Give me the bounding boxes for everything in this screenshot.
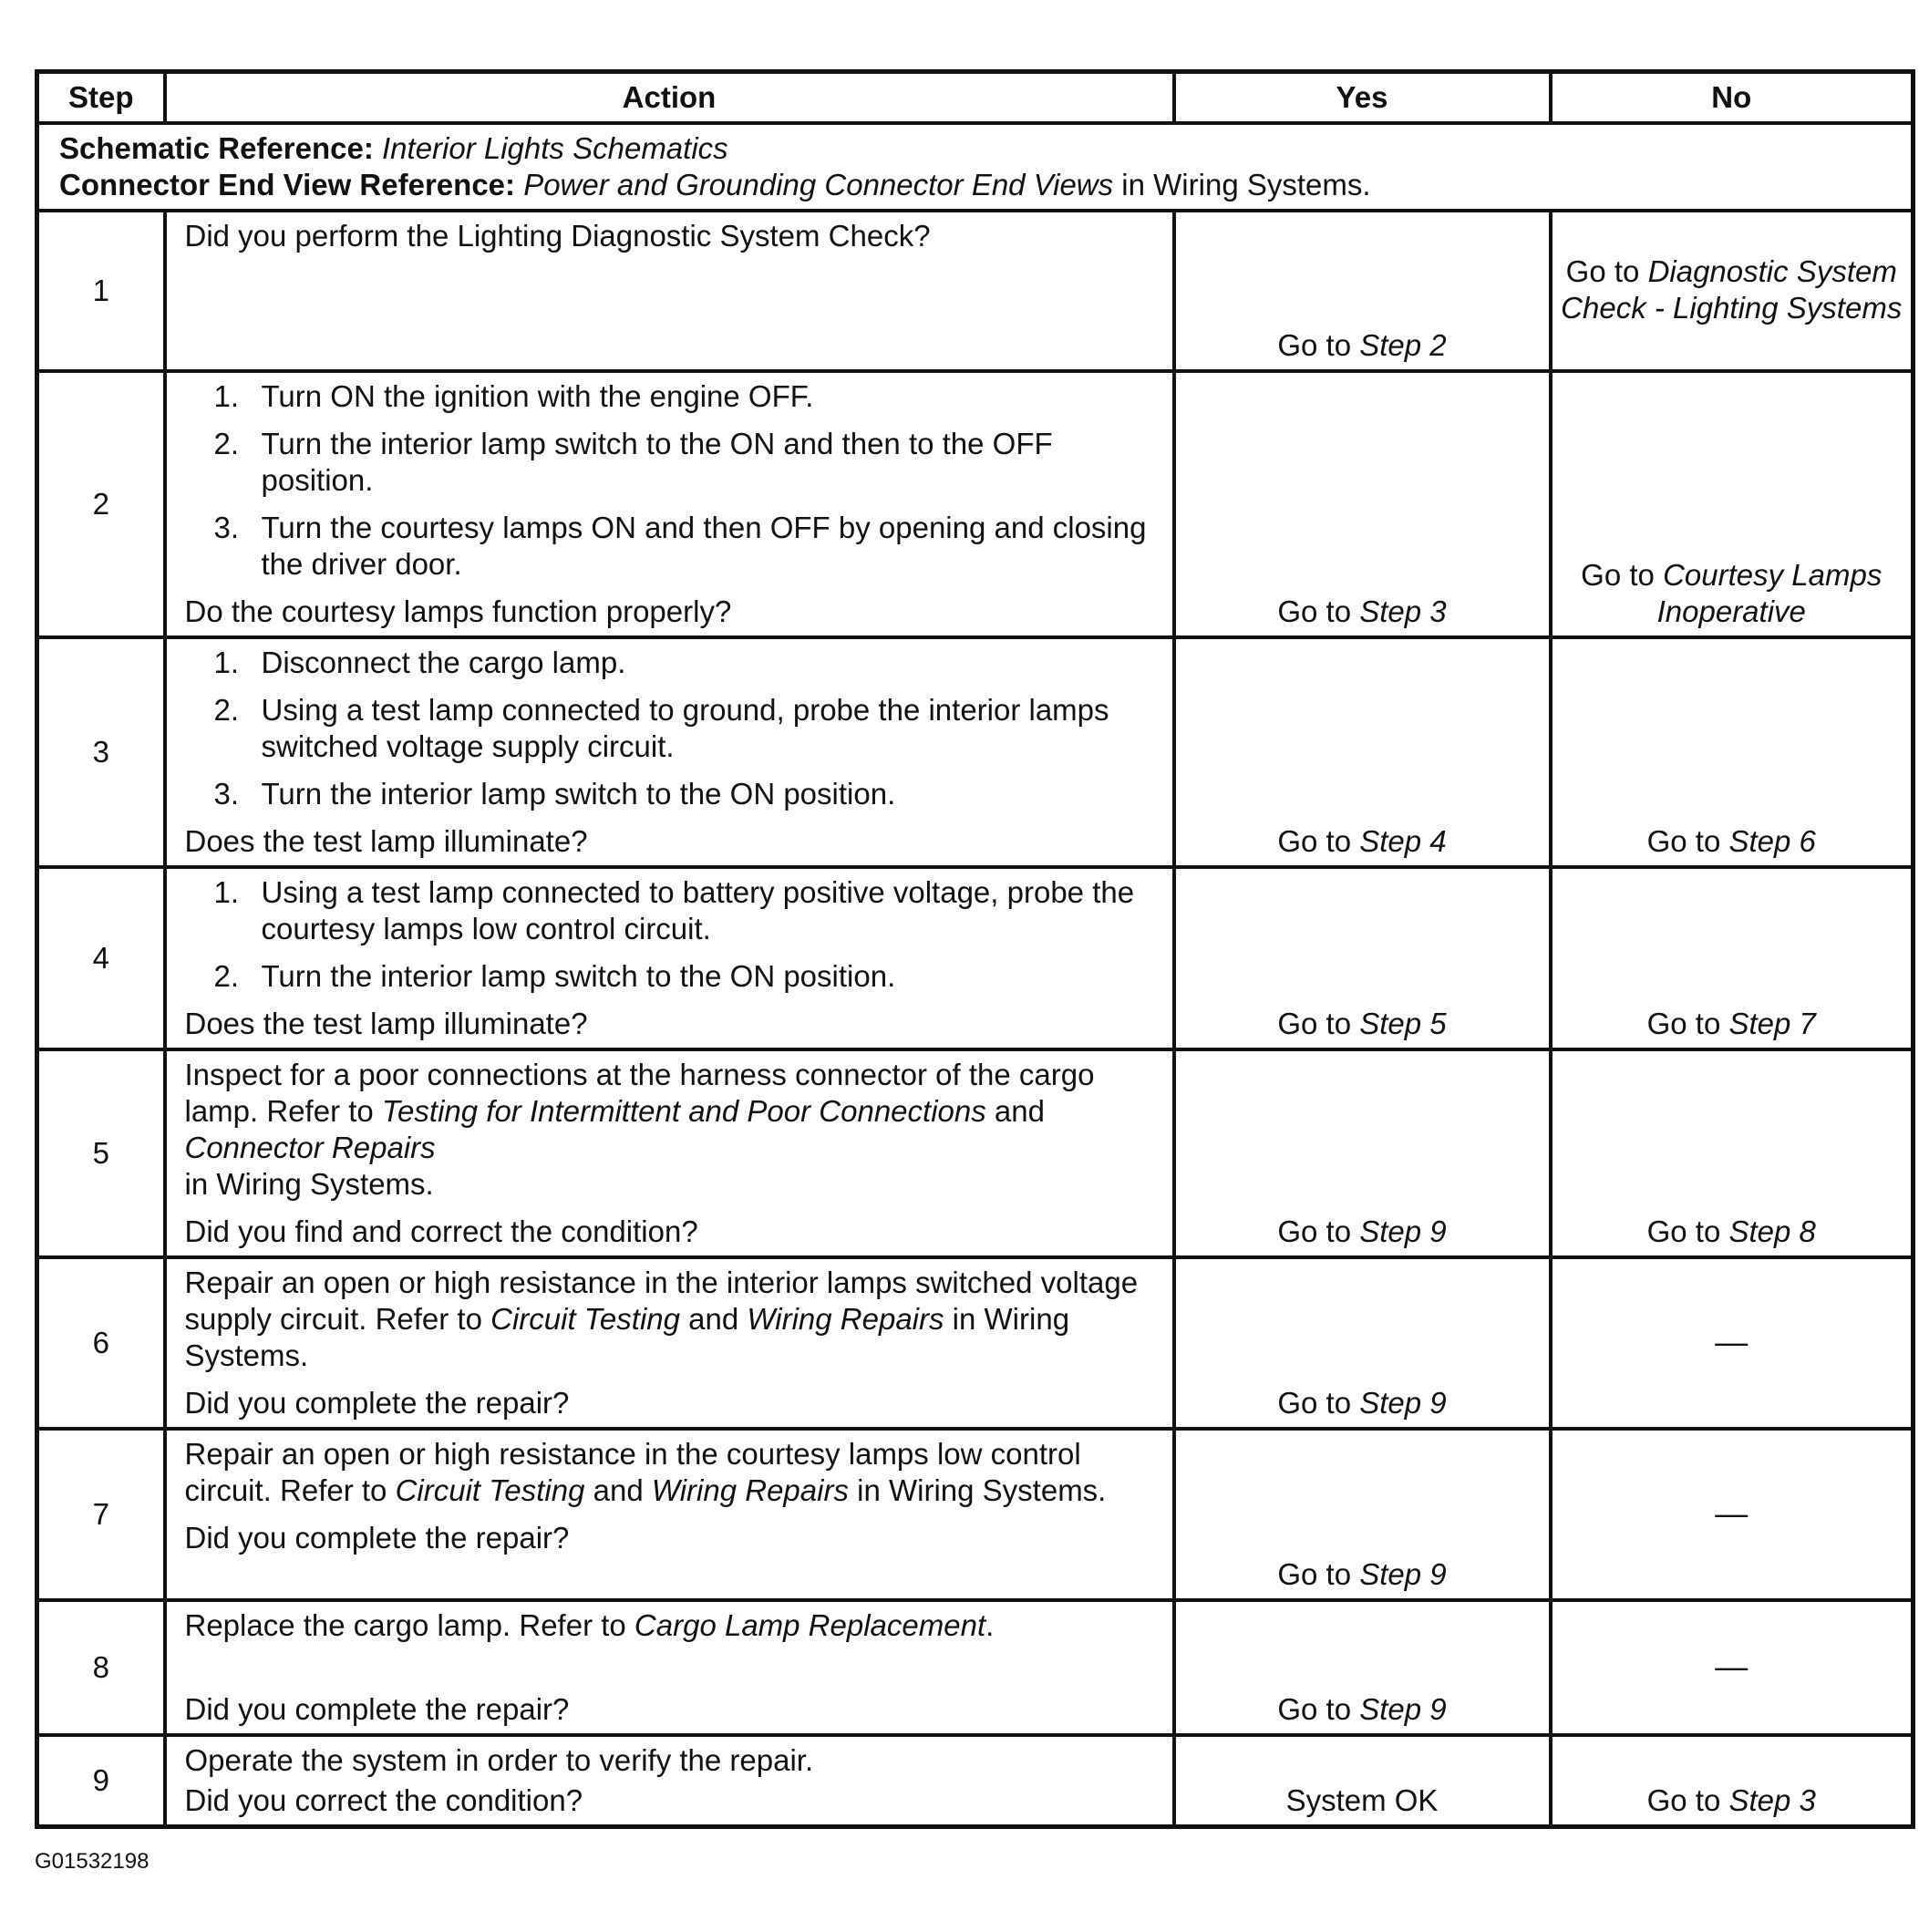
action-question: Do the courtesy lamps function properly? — [184, 594, 732, 628]
action-cell — [165, 211, 1174, 371]
table-row — [37, 211, 1914, 371]
yes-link[interactable]: Step 9 — [1359, 1692, 1447, 1726]
figure-id: G01532198 — [35, 1849, 150, 1874]
yes-prefix: Go to — [1277, 1557, 1360, 1591]
header-no: No — [1551, 72, 1914, 124]
no-cell — [1551, 211, 1914, 371]
yes-prefix: Go to — [1277, 1007, 1360, 1040]
action-cell — [165, 1429, 1174, 1600]
action-list-item: 2. Turn the interior lamp switch to the ON and then to the OFF position. — [213, 427, 1053, 497]
yes-prefix: Go to — [1277, 594, 1360, 628]
action-list-item: 3. Turn the interior lamp switch to the ON position. — [213, 777, 896, 811]
yes-prefix: Go to — [1277, 1386, 1360, 1420]
header-step: Step — [37, 72, 165, 124]
step-number: 4 — [37, 867, 165, 1049]
step-number: 5 — [37, 1049, 165, 1257]
no-prefix: Go to — [1581, 558, 1664, 592]
table-row — [37, 1735, 1914, 1827]
no-cell: — — [1551, 1429, 1914, 1600]
connector-reference — [59, 167, 1891, 203]
connector-reference-suffix: in Wiring Systems. — [1113, 168, 1371, 201]
no-cell — [1551, 637, 1914, 867]
yes-prefix: Go to — [1277, 328, 1360, 362]
no-link[interactable]: Step 8 — [1728, 1214, 1816, 1248]
action-list-item: 1. Disconnect the cargo lamp. — [213, 646, 626, 679]
action-cell — [165, 1735, 1174, 1827]
action-text: Repair an open or high resistance in the interior lamps switched voltage supply circuit. Refer to Circuit Testing and Wiring Repairs in Wiring Systems. — [184, 1266, 1139, 1372]
action-list — [185, 874, 1154, 995]
no-prefix: Go to — [1646, 1214, 1729, 1248]
no-prefix: Go to — [1646, 1783, 1729, 1817]
table-row — [37, 1049, 1914, 1257]
no-link[interactable]: Step 6 — [1728, 824, 1816, 858]
diagnostic-table — [35, 69, 1915, 1829]
action-list-item: 2. Turn the interior lamp switch to the ON position. — [213, 959, 896, 993]
action-list-item: 3. Turn the courtesy lamps ON and then OFF by opening and closing the driver door. — [213, 511, 1147, 581]
action-question: Did you perform the Lighting Diagnostic System Check? — [184, 219, 931, 253]
connector-reference-label: Connector End View Reference: — [59, 168, 516, 201]
no-prefix: Go to — [1565, 254, 1648, 288]
action-link[interactable]: Wiring Repairs — [651, 1473, 849, 1507]
action-question: Did you correct the condition? — [184, 1783, 583, 1817]
no-link[interactable]: Step 3 — [1728, 1783, 1816, 1817]
step-number: 7 — [37, 1429, 165, 1600]
yes-cell — [1174, 211, 1551, 371]
no-cell: — — [1551, 1257, 1914, 1429]
yes-cell — [1174, 867, 1551, 1049]
action-cell — [165, 1049, 1174, 1257]
step-number: 8 — [37, 1600, 165, 1735]
action-question: Does the test lamp illuminate? — [184, 1007, 588, 1040]
step-number: 3 — [37, 637, 165, 867]
schematic-reference-link[interactable]: Interior Lights Schematics — [382, 131, 728, 165]
action-list-item: 2. Using a test lamp connected to ground, probe the interior lamps switched voltage supply circuit. — [213, 693, 1109, 763]
yes-link[interactable]: Step 9 — [1359, 1557, 1447, 1591]
action-cell — [165, 1257, 1174, 1429]
no-cell: — — [1551, 1600, 1914, 1735]
yes-prefix: Go to — [1277, 1692, 1360, 1726]
yes-cell — [1174, 371, 1551, 637]
table-row — [37, 371, 1914, 637]
yes-cell — [1174, 1049, 1551, 1257]
yes-cell — [1174, 1429, 1551, 1600]
yes-link[interactable]: Step 3 — [1359, 594, 1447, 628]
yes-prefix: Go to — [1277, 824, 1360, 858]
yes-cell — [1174, 1257, 1551, 1429]
reference-row — [37, 123, 1914, 211]
yes-prefix: Go to — [1277, 1214, 1360, 1248]
header-action: Action — [165, 72, 1174, 124]
action-cell — [165, 371, 1174, 637]
action-link[interactable]: Circuit Testing — [395, 1473, 585, 1507]
yes-cell: System OK — [1174, 1735, 1551, 1827]
no-cell — [1551, 1049, 1914, 1257]
action-question: Did you complete the repair? — [184, 1386, 570, 1420]
action-cell — [165, 867, 1174, 1049]
action-question: Did you find and correct the condition? — [184, 1214, 698, 1248]
action-link[interactable]: Cargo Lamp Replacement — [634, 1608, 986, 1642]
action-cell — [165, 637, 1174, 867]
action-list — [185, 645, 1154, 812]
table-row — [37, 1600, 1914, 1735]
no-cell — [1551, 1735, 1914, 1827]
action-link[interactable]: Testing for Intermittent and Poor Connections — [381, 1094, 986, 1128]
action-question: Does the test lamp illuminate? — [184, 824, 588, 858]
yes-link[interactable]: Step 9 — [1359, 1214, 1447, 1248]
no-cell — [1551, 371, 1914, 637]
action-link[interactable]: Wiring Repairs — [747, 1302, 944, 1336]
step-number: 6 — [37, 1257, 165, 1429]
table-row — [37, 637, 1914, 867]
schematic-reference-label: Schematic Reference: — [59, 131, 374, 165]
yes-link[interactable]: Step 9 — [1359, 1386, 1447, 1420]
step-number: 1 — [37, 211, 165, 371]
no-prefix: Go to — [1646, 824, 1729, 858]
yes-link[interactable]: Step 2 — [1359, 328, 1447, 362]
action-list — [185, 378, 1154, 583]
action-list-item: 1. Using a test lamp connected to battery positive voltage, probe the courtesy lamps low control circuit. — [213, 875, 1135, 945]
no-cell — [1551, 867, 1914, 1049]
diagnostic-table-container — [35, 69, 1911, 1874]
no-prefix: Go to — [1646, 1007, 1729, 1040]
action-link[interactable]: Connector Repairs — [184, 1131, 436, 1164]
action-text: Replace the cargo lamp. Refer to Cargo Lamp Replacement. — [184, 1608, 995, 1642]
no-link[interactable]: Step 7 — [1728, 1007, 1816, 1040]
action-link[interactable]: Circuit Testing — [490, 1302, 680, 1336]
action-text: Inspect for a poor connections at the harness connector of the cargo lamp. Refer to Testing for Intermittent and Poor Connections and Connector Repairs in Wiring Systems. — [184, 1058, 1095, 1201]
action-question: Did you complete the repair? — [184, 1521, 570, 1555]
yes-link[interactable]: Step 4 — [1359, 824, 1447, 858]
no-link[interactable]: Diagnostic System Check - Lighting Systems — [1561, 254, 1903, 325]
no-link[interactable]: Courtesy Lamps Inoperative — [1656, 558, 1883, 628]
table-row — [37, 1257, 1914, 1429]
table-row — [37, 867, 1914, 1049]
connector-reference-link[interactable]: Power and Grounding Connector End Views — [523, 168, 1114, 201]
yes-cell — [1174, 637, 1551, 867]
schematic-reference — [59, 130, 1891, 167]
reference-cell — [37, 123, 1914, 211]
action-question: Did you complete the repair? — [184, 1692, 570, 1726]
action-text: Repair an open or high resistance in the courtesy lamps low control circuit. Refer to Circuit Testing and Wiring Repairs in Wiring Systems. — [184, 1437, 1107, 1507]
step-number: 2 — [37, 371, 165, 637]
header-yes: Yes — [1174, 72, 1551, 124]
action-list-item: 1. Turn ON the ignition with the engine OFF. — [213, 379, 814, 413]
action-text: Operate the system in order to verify the repair. — [184, 1743, 814, 1777]
yes-cell — [1174, 1600, 1551, 1735]
action-cell — [165, 1600, 1174, 1735]
header-row — [37, 72, 1914, 124]
step-number: 9 — [37, 1735, 165, 1827]
yes-link[interactable]: Step 5 — [1359, 1007, 1447, 1040]
table-row — [37, 1429, 1914, 1600]
